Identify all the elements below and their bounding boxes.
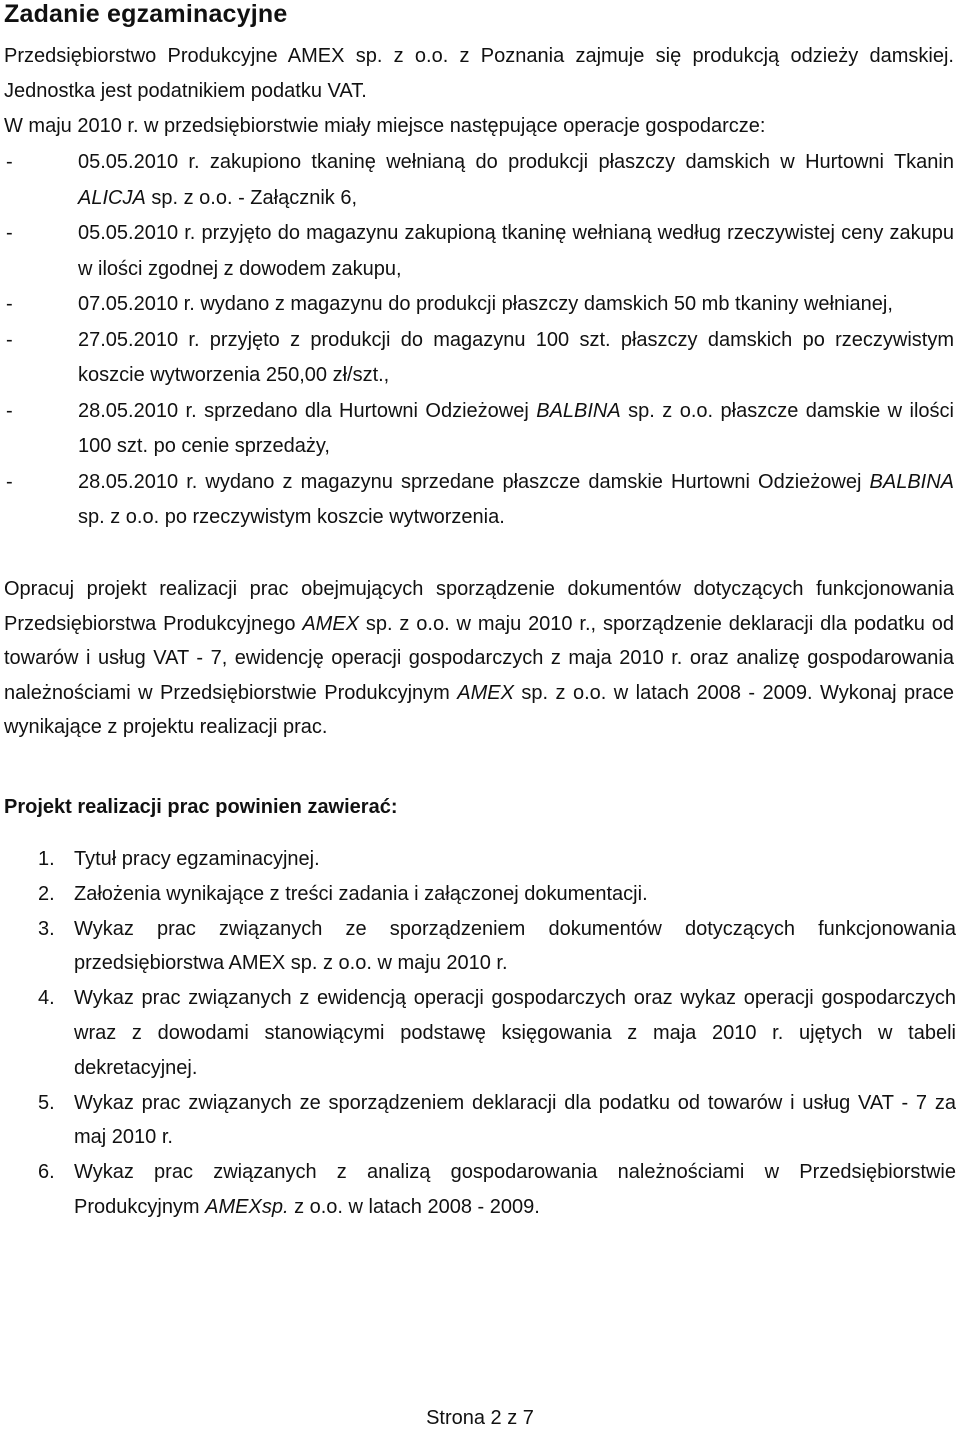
- operations-list: [4, 145, 954, 536]
- list-item-text: 28.05.2010 r. sprzedano dla Hurtowni Odzieżowej BALBINA sp. z o.o. płaszcze damskie w ilości 100 szt. po cenie sprzedaży,: [78, 399, 955, 457]
- list-number: 2.: [38, 882, 55, 905]
- list-bullet: -: [6, 399, 13, 422]
- list-number: 6.: [38, 1161, 55, 1184]
- list-number: 5.: [38, 1091, 55, 1114]
- list-item-text: Wykaz prac związanych ze sporządzeniem dokumentów dotyczących funkcjonowania przedsiębiorstwa AMEX sp. z o.o. w maju 2010 r.: [74, 917, 956, 975]
- list-item-text: 27.05.2010 r. przyjęto z produkcji do magazynu 100 szt. płaszczy damskich po rzeczywistym koszcie wytworzenia 250,00 zł/szt.,: [78, 328, 954, 386]
- task-paragraph: Opracuj projekt realizacji prac obejmujących sporządzenie dokumentów dotyczących funkcjonowania Przedsiębiorstwa Produkcyjnego AMEX sp. z o.o. w maju 2010 r., sporządzenie deklaracji dla podatku od towarów i usług VAT - 7, ewidencję operacji gospodarczych z maja 2010 r. oraz analizę gospodarowania należnościami w Przedsiębiorstwie Produkcyjnym AMEX sp. z o.o. w latach 2008 - 2009. Wykonaj prace wynikające z projektu realizacji prac.: [4, 578, 954, 738]
- list-item-text: 07.05.2010 r. wydano z magazynu do produkcji płaszczy damskich 50 mb tkaniny wełnianej,: [78, 293, 893, 315]
- list-item: [4, 394, 954, 465]
- list-item: [38, 877, 956, 912]
- list-bullet: -: [6, 470, 13, 493]
- list-item: [4, 287, 954, 323]
- list-item-text: Założenia wynikające z treści zadania i załączonej dokumentacji.: [74, 882, 648, 905]
- list-item: [38, 981, 956, 1085]
- requirements-heading: Projekt realizacji prac powinien zawierać:: [4, 796, 398, 818]
- list-item-text: Wykaz prac związanych z analizą gospodarowania należnościami w Przedsiębiorstwie Produkcyjnym AMEXsp. z o.o. w latach 2008 - 2009.: [74, 1161, 956, 1218]
- list-bullet: -: [6, 293, 13, 315]
- list-item: [4, 216, 954, 287]
- list-number: 3.: [38, 917, 55, 940]
- list-item: [38, 1155, 956, 1225]
- page-number: Strona 2 z 7: [426, 1407, 534, 1429]
- intro-paragraph: Przedsiębiorstwo Produkcyjne AMEX sp. z o.o. z Poznania zajmuje się produkcją odzieży damskiej. Jednostka jest podatnikiem podatku VAT.: [4, 45, 954, 102]
- list-item: [38, 842, 956, 877]
- list-item-text: 05.05.2010 r. zakupiono tkaninę wełnianą do produkcji płaszczy damskich w Hurtowni Tkanin ALICJA sp. z o.o. - Załącznik 6,: [78, 151, 954, 209]
- list-item: [38, 1086, 956, 1156]
- document-title: Zadanie egzaminacyjne: [4, 0, 288, 28]
- list-item: [4, 323, 954, 394]
- list-item: [4, 465, 954, 536]
- list-item: [4, 145, 954, 216]
- list-item-text: Wykaz prac związanych z ewidencją operacji gospodarczych oraz wykaz operacji gospodarczych wraz z dowodami stanowiącymi podstawę księgowania z maja 2010 r. ujętych w tabeli dekretacyjnej.: [74, 987, 956, 1079]
- list-bullet: -: [6, 151, 13, 173]
- list-item-text: Tytuł pracy egzaminacyjnej.: [74, 848, 320, 870]
- list-bullet: -: [6, 222, 13, 244]
- list-item-text: 05.05.2010 r. przyjęto do magazynu zakupioną tkaninę wełnianą według rzeczywistej ceny zakupu w ilości zgodnej z dowodem zakupu,: [78, 222, 954, 280]
- list-number: 4.: [38, 987, 55, 1010]
- list-number: 1.: [38, 848, 55, 870]
- requirements-list: [38, 842, 956, 1225]
- list-bullet: -: [6, 328, 13, 351]
- list-item-text: 28.05.2010 r. wydano z magazynu sprzedane płaszcze damskie Hurtowni Odzieżowej BALBINA sp. z o.o. po rzeczywistym koszcie wytworzenia.: [78, 470, 954, 528]
- list-item: [38, 912, 956, 982]
- intro-operations-lead: W maju 2010 r. w przedsiębiorstwie miały miejsce następujące operacje gospodarcze:: [4, 115, 766, 137]
- list-item-text: Wykaz prac związanych ze sporządzeniem deklaracji dla podatku od towarów i usług VAT - 7 za maj 2010 r.: [74, 1091, 956, 1149]
